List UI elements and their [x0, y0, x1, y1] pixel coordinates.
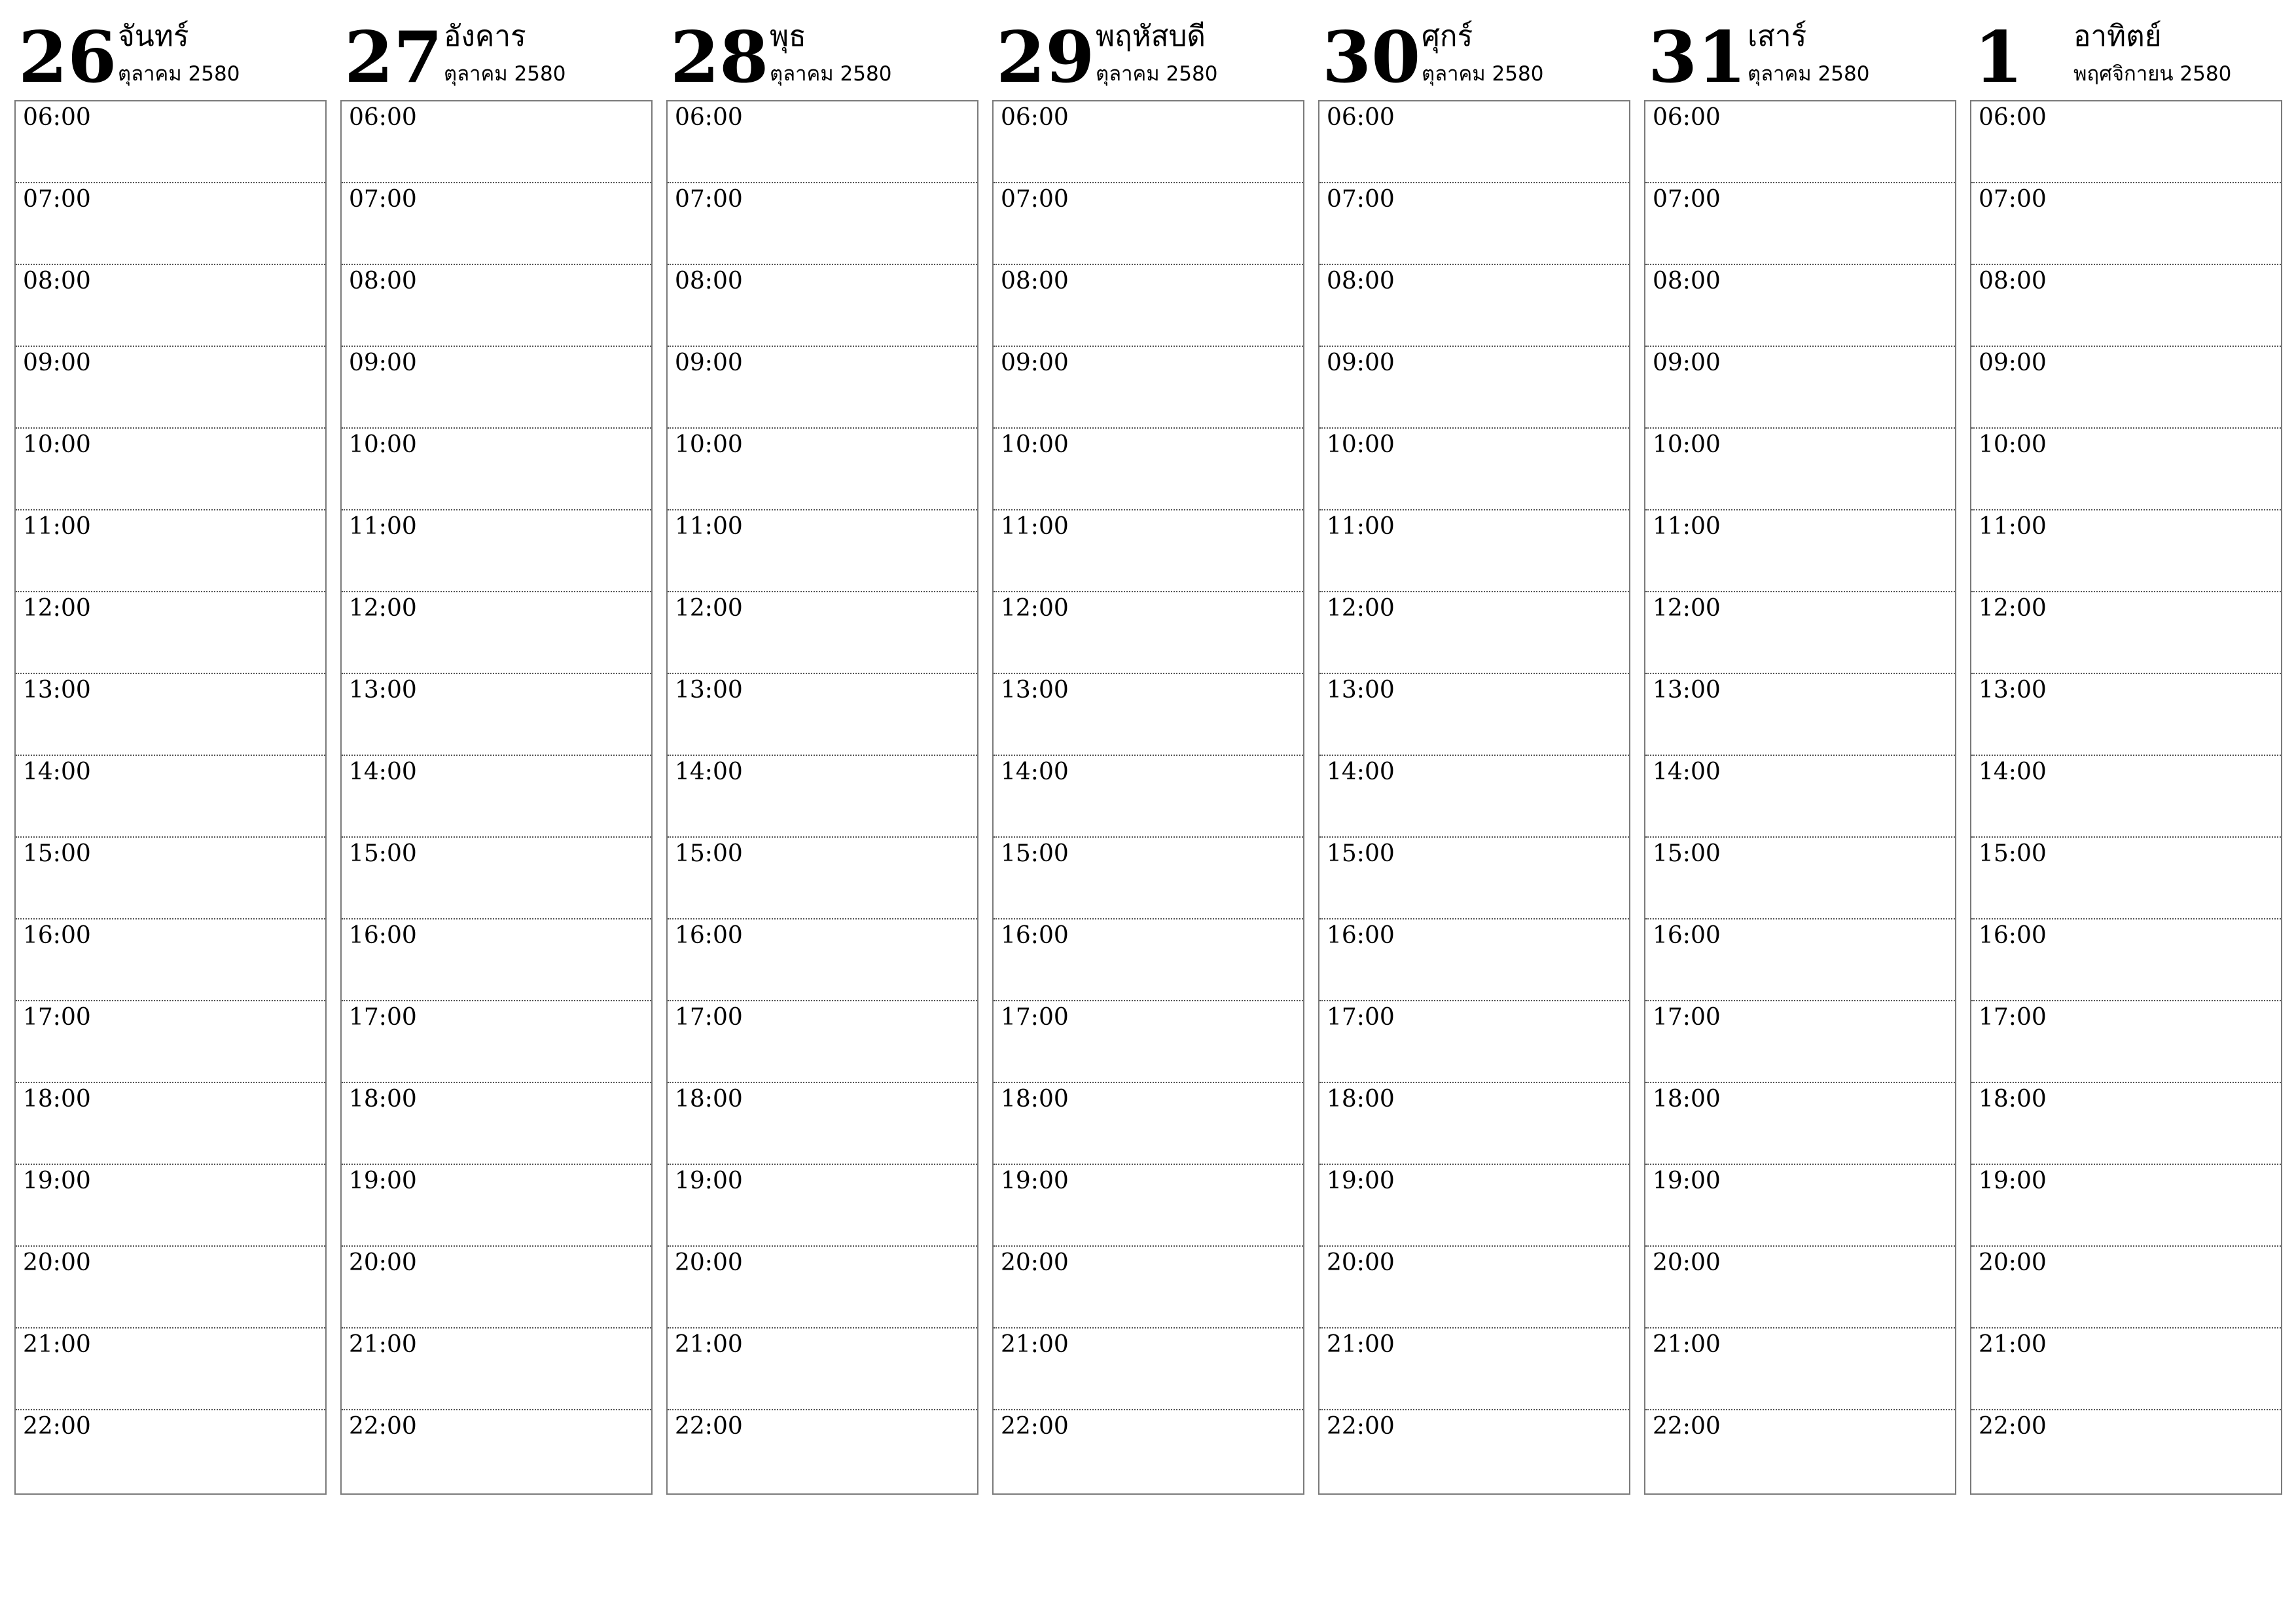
- time-slot[interactable]: [668, 838, 977, 919]
- day-name: เสาร์: [1748, 20, 1807, 53]
- time-slot-label: 22:00: [349, 1413, 417, 1440]
- time-slot[interactable]: [1319, 510, 1629, 592]
- time-slot-label: 18:00: [1653, 1086, 1721, 1113]
- time-slot-label: 09:00: [23, 349, 91, 376]
- time-slot[interactable]: [16, 674, 325, 756]
- time-slot[interactable]: [1319, 1329, 1629, 1410]
- time-slot-label: 13:00: [1979, 677, 2047, 704]
- time-slot[interactable]: [1319, 183, 1629, 265]
- time-slot[interactable]: [342, 1329, 651, 1410]
- time-slot-label: 15:00: [1979, 840, 2047, 867]
- time-slot[interactable]: [342, 919, 651, 1001]
- day-column: [666, 0, 978, 1499]
- time-slot-label: 14:00: [1979, 758, 2047, 785]
- time-slot[interactable]: [342, 1001, 651, 1083]
- day-schedule: [992, 100, 1304, 1495]
- time-slot[interactable]: [668, 1001, 977, 1083]
- time-slot-label: 08:00: [1653, 268, 1721, 294]
- time-slot[interactable]: [668, 265, 977, 347]
- time-slot-label: 11:00: [1979, 513, 2047, 540]
- time-slot-label: 09:00: [1979, 349, 2047, 376]
- day-name: พุธ: [770, 20, 806, 53]
- day-name: จันทร์: [118, 20, 189, 53]
- day-name: พฤหัสบดี: [1096, 20, 1206, 53]
- time-slot[interactable]: [1971, 1410, 2281, 1492]
- time-slot-label: 22:00: [1979, 1413, 2047, 1440]
- time-slot[interactable]: [994, 1247, 1303, 1329]
- time-slot-label: 06:00: [23, 104, 91, 131]
- time-slot[interactable]: [1645, 592, 1955, 674]
- time-slot[interactable]: [1971, 265, 2281, 347]
- time-slot-label: 21:00: [349, 1331, 417, 1358]
- time-slot[interactable]: [1971, 1247, 2281, 1329]
- time-slot[interactable]: [668, 592, 977, 674]
- time-slot[interactable]: [342, 592, 651, 674]
- day-column: [14, 0, 327, 1499]
- time-slot[interactable]: [342, 1165, 651, 1247]
- time-slot-label: 16:00: [675, 922, 743, 949]
- time-slot[interactable]: [342, 1247, 651, 1329]
- time-slot[interactable]: [16, 1083, 325, 1165]
- time-slot-label: 13:00: [1327, 677, 1395, 704]
- time-slot[interactable]: [668, 1083, 977, 1165]
- time-slot[interactable]: [994, 1083, 1303, 1165]
- time-slot-label: 11:00: [1327, 513, 1395, 540]
- time-slot-label: 21:00: [1001, 1331, 1069, 1358]
- day-month-year: ตุลาคม 2580: [1096, 62, 1218, 86]
- time-slot[interactable]: [1971, 1329, 2281, 1410]
- time-slot-label: 06:00: [675, 104, 743, 131]
- time-slot[interactable]: [1319, 592, 1629, 674]
- day-schedule: [14, 100, 327, 1495]
- time-slot[interactable]: [342, 183, 651, 265]
- time-slot[interactable]: [1971, 1001, 2281, 1083]
- time-slot[interactable]: [342, 347, 651, 429]
- time-slot-label: 22:00: [1327, 1413, 1395, 1440]
- time-slot[interactable]: [994, 1001, 1303, 1083]
- time-slot[interactable]: [994, 347, 1303, 429]
- time-slot[interactable]: [342, 674, 651, 756]
- time-slot[interactable]: [16, 1001, 325, 1083]
- time-slot-label: 18:00: [23, 1086, 91, 1113]
- time-slot-label: 14:00: [349, 758, 417, 785]
- time-slot-label: 06:00: [1001, 104, 1069, 131]
- time-slot-label: 18:00: [349, 1086, 417, 1113]
- time-slot-label: 10:00: [349, 431, 417, 458]
- time-slot-label: 21:00: [1653, 1331, 1721, 1358]
- day-month-year: ตุลาคม 2580: [770, 62, 892, 86]
- time-slot[interactable]: [1971, 1083, 2281, 1165]
- time-slot-label: 20:00: [349, 1249, 417, 1276]
- time-slot-label: 08:00: [675, 268, 743, 294]
- time-slot[interactable]: [16, 838, 325, 919]
- time-slot[interactable]: [1971, 101, 2281, 183]
- time-slot-label: 15:00: [349, 840, 417, 867]
- time-slot-label: 14:00: [1327, 758, 1395, 785]
- time-slot-label: 08:00: [1001, 268, 1069, 294]
- time-slot[interactable]: [1319, 1247, 1629, 1329]
- time-slot[interactable]: [1645, 919, 1955, 1001]
- time-slot-label: 21:00: [675, 1331, 743, 1358]
- time-slot-label: 19:00: [23, 1168, 91, 1194]
- time-slot[interactable]: [668, 1247, 977, 1329]
- time-slot-label: 12:00: [1001, 595, 1069, 622]
- time-slot-label: 20:00: [1653, 1249, 1721, 1276]
- time-slot-label: 21:00: [1979, 1331, 2047, 1358]
- time-slot[interactable]: [1971, 756, 2281, 838]
- time-slot[interactable]: [1645, 1165, 1955, 1247]
- time-slot-label: 16:00: [1979, 922, 2047, 949]
- time-slot[interactable]: [16, 429, 325, 510]
- time-slot-label: 17:00: [1979, 1004, 2047, 1031]
- time-slot-label: 06:00: [1979, 104, 2047, 131]
- time-slot-label: 16:00: [349, 922, 417, 949]
- day-column: [992, 0, 1304, 1499]
- time-slot[interactable]: [668, 510, 977, 592]
- time-slot-label: 13:00: [1001, 677, 1069, 704]
- day-column: [1644, 0, 1956, 1499]
- time-slot-label: 18:00: [675, 1086, 743, 1113]
- time-slot[interactable]: [994, 183, 1303, 265]
- time-slot-label: 06:00: [1653, 104, 1721, 131]
- time-slot-label: 13:00: [675, 677, 743, 704]
- time-slot[interactable]: [1319, 919, 1629, 1001]
- time-slot[interactable]: [1645, 101, 1955, 183]
- time-slot[interactable]: [1971, 347, 2281, 429]
- time-slot[interactable]: [1319, 347, 1629, 429]
- time-slot-label: 07:00: [675, 186, 743, 213]
- time-slot[interactable]: [16, 1410, 325, 1492]
- time-slot-label: 17:00: [1327, 1004, 1395, 1031]
- time-slot[interactable]: [1645, 347, 1955, 429]
- day-month-year: ตุลาคม 2580: [118, 62, 240, 86]
- time-slot[interactable]: [994, 1410, 1303, 1492]
- time-slot-label: 08:00: [23, 268, 91, 294]
- time-slot[interactable]: [668, 347, 977, 429]
- time-slot-label: 09:00: [1653, 349, 1721, 376]
- day-schedule: [666, 100, 978, 1495]
- time-slot-label: 10:00: [1653, 431, 1721, 458]
- time-slot[interactable]: [668, 101, 977, 183]
- time-slot-label: 22:00: [23, 1413, 91, 1440]
- time-slot[interactable]: [1319, 265, 1629, 347]
- time-slot-label: 15:00: [1001, 840, 1069, 867]
- time-slot[interactable]: [342, 101, 651, 183]
- time-slot[interactable]: [994, 1165, 1303, 1247]
- time-slot[interactable]: [1319, 674, 1629, 756]
- time-slot[interactable]: [994, 838, 1303, 919]
- time-slot[interactable]: [1319, 101, 1629, 183]
- time-slot-label: 17:00: [349, 1004, 417, 1031]
- time-slot-label: 21:00: [23, 1331, 91, 1358]
- time-slot-label: 15:00: [1327, 840, 1395, 867]
- time-slot-label: 11:00: [1001, 513, 1069, 540]
- time-slot-label: 07:00: [349, 186, 417, 213]
- day-schedule: [1318, 100, 1630, 1495]
- day-header: [1318, 12, 1630, 97]
- time-slot[interactable]: [342, 756, 651, 838]
- time-slot-label: 10:00: [1001, 431, 1069, 458]
- time-slot-label: 07:00: [1001, 186, 1069, 213]
- time-slot[interactable]: [342, 510, 651, 592]
- day-column: [1318, 0, 1630, 1499]
- time-slot[interactable]: [994, 101, 1303, 183]
- time-slot-label: 12:00: [675, 595, 743, 622]
- time-slot-label: 13:00: [23, 677, 91, 704]
- time-slot[interactable]: [16, 1329, 325, 1410]
- time-slot-label: 09:00: [1001, 349, 1069, 376]
- time-slot[interactable]: [994, 265, 1303, 347]
- time-slot[interactable]: [16, 265, 325, 347]
- day-number: 31: [1648, 16, 1747, 99]
- time-slot[interactable]: [1645, 1329, 1955, 1410]
- time-slot-label: 16:00: [23, 922, 91, 949]
- time-slot-label: 20:00: [1979, 1249, 2047, 1276]
- day-number: 30: [1322, 16, 1421, 99]
- time-slot-label: 14:00: [1653, 758, 1721, 785]
- day-number: 29: [996, 16, 1095, 99]
- time-slot[interactable]: [1645, 1001, 1955, 1083]
- time-slot-label: 07:00: [1979, 186, 2047, 213]
- time-slot[interactable]: [1645, 756, 1955, 838]
- time-slot[interactable]: [342, 838, 651, 919]
- time-slot[interactable]: [994, 756, 1303, 838]
- time-slot[interactable]: [16, 183, 325, 265]
- time-slot-label: 18:00: [1001, 1086, 1069, 1113]
- time-slot[interactable]: [16, 1165, 325, 1247]
- time-slot[interactable]: [342, 265, 651, 347]
- time-slot[interactable]: [1645, 1083, 1955, 1165]
- time-slot-label: 13:00: [1653, 677, 1721, 704]
- time-slot[interactable]: [1971, 1165, 2281, 1247]
- day-header: [666, 12, 978, 97]
- time-slot-label: 22:00: [1653, 1413, 1721, 1440]
- time-slot-label: 15:00: [23, 840, 91, 867]
- day-name: อาทิตย์: [2073, 20, 2162, 53]
- time-slot-label: 19:00: [1979, 1168, 2047, 1194]
- day-header: [340, 12, 653, 97]
- time-slot[interactable]: [668, 756, 977, 838]
- time-slot[interactable]: [1645, 429, 1955, 510]
- day-month-year: พฤศจิกายน 2580: [2073, 62, 2232, 86]
- time-slot-label: 16:00: [1653, 922, 1721, 949]
- time-slot[interactable]: [1645, 1410, 1955, 1492]
- day-name: ศุกร์: [1422, 20, 1473, 53]
- time-slot[interactable]: [16, 592, 325, 674]
- time-slot[interactable]: [1971, 674, 2281, 756]
- time-slot[interactable]: [994, 429, 1303, 510]
- day-name: อังคาร: [444, 20, 526, 53]
- time-slot[interactable]: [1645, 674, 1955, 756]
- day-header: [1644, 12, 1956, 97]
- time-slot[interactable]: [342, 429, 651, 510]
- time-slot[interactable]: [1319, 1165, 1629, 1247]
- day-month-year: ตุลาคม 2580: [1422, 62, 1544, 86]
- time-slot[interactable]: [1319, 1083, 1629, 1165]
- time-slot[interactable]: [1319, 1001, 1629, 1083]
- time-slot-label: 17:00: [1653, 1004, 1721, 1031]
- time-slot-label: 14:00: [675, 758, 743, 785]
- time-slot-label: 16:00: [1327, 922, 1395, 949]
- time-slot[interactable]: [1971, 429, 2281, 510]
- time-slot[interactable]: [1971, 592, 2281, 674]
- time-slot[interactable]: [1319, 429, 1629, 510]
- day-number: 28: [670, 16, 769, 99]
- time-slot-label: 18:00: [1979, 1086, 2047, 1113]
- time-slot[interactable]: [1319, 838, 1629, 919]
- time-slot-label: 11:00: [675, 513, 743, 540]
- day-schedule: [1644, 100, 1956, 1495]
- time-slot-label: 07:00: [1327, 186, 1395, 213]
- time-slot[interactable]: [994, 592, 1303, 674]
- time-slot-label: 11:00: [1653, 513, 1721, 540]
- day-number: 1: [1974, 16, 2024, 99]
- time-slot-label: 19:00: [349, 1168, 417, 1194]
- time-slot[interactable]: [1971, 919, 2281, 1001]
- time-slot[interactable]: [16, 347, 325, 429]
- time-slot-label: 06:00: [349, 104, 417, 131]
- time-slot-label: 07:00: [1653, 186, 1721, 213]
- time-slot[interactable]: [668, 919, 977, 1001]
- time-slot-label: 10:00: [1327, 431, 1395, 458]
- time-slot[interactable]: [1319, 1410, 1629, 1492]
- time-slot[interactable]: [994, 674, 1303, 756]
- time-slot[interactable]: [16, 510, 325, 592]
- time-slot-label: 20:00: [675, 1249, 743, 1276]
- time-slot-label: 10:00: [23, 431, 91, 458]
- time-slot-label: 12:00: [349, 595, 417, 622]
- time-slot-label: 08:00: [1979, 268, 2047, 294]
- time-slot[interactable]: [1971, 838, 2281, 919]
- day-header: [992, 12, 1304, 97]
- time-slot[interactable]: [1645, 1247, 1955, 1329]
- time-slot-label: 22:00: [675, 1413, 743, 1440]
- time-slot-label: 22:00: [1001, 1413, 1069, 1440]
- time-slot-label: 16:00: [1001, 922, 1069, 949]
- time-slot[interactable]: [342, 1410, 651, 1492]
- time-slot-label: 09:00: [675, 349, 743, 376]
- day-column: [340, 0, 653, 1499]
- time-slot[interactable]: [1971, 183, 2281, 265]
- time-slot[interactable]: [1319, 756, 1629, 838]
- time-slot-label: 15:00: [675, 840, 743, 867]
- day-header: [1970, 12, 2282, 97]
- time-slot[interactable]: [16, 756, 325, 838]
- time-slot[interactable]: [16, 919, 325, 1001]
- time-slot-label: 20:00: [23, 1249, 91, 1276]
- time-slot[interactable]: [1645, 183, 1955, 265]
- time-slot-label: 19:00: [1001, 1168, 1069, 1194]
- time-slot[interactable]: [668, 674, 977, 756]
- time-slot[interactable]: [1645, 510, 1955, 592]
- time-slot-label: 11:00: [23, 513, 91, 540]
- time-slot-label: 20:00: [1327, 1249, 1395, 1276]
- time-slot-label: 17:00: [675, 1004, 743, 1031]
- time-slot-label: 09:00: [1327, 349, 1395, 376]
- time-slot[interactable]: [994, 510, 1303, 592]
- time-slot-label: 11:00: [349, 513, 417, 540]
- time-slot-label: 15:00: [1653, 840, 1721, 867]
- time-slot[interactable]: [16, 1247, 325, 1329]
- time-slot-label: 10:00: [675, 431, 743, 458]
- day-schedule: [340, 100, 653, 1495]
- time-slot-label: 10:00: [1979, 431, 2047, 458]
- time-slot-label: 18:00: [1327, 1086, 1395, 1113]
- time-slot-label: 17:00: [23, 1004, 91, 1031]
- time-slot-label: 12:00: [1327, 595, 1395, 622]
- time-slot[interactable]: [668, 1165, 977, 1247]
- time-slot[interactable]: [668, 429, 977, 510]
- day-month-year: ตุลาคม 2580: [444, 62, 566, 86]
- time-slot-label: 20:00: [1001, 1249, 1069, 1276]
- time-slot[interactable]: [994, 1329, 1303, 1410]
- time-slot[interactable]: [1645, 838, 1955, 919]
- time-slot[interactable]: [342, 1083, 651, 1165]
- time-slot[interactable]: [994, 919, 1303, 1001]
- time-slot[interactable]: [668, 1329, 977, 1410]
- time-slot-label: 12:00: [23, 595, 91, 622]
- time-slot-label: 08:00: [1327, 268, 1395, 294]
- time-slot-label: 14:00: [1001, 758, 1069, 785]
- time-slot-label: 21:00: [1327, 1331, 1395, 1358]
- day-number: 27: [344, 16, 443, 99]
- time-slot-label: 19:00: [1327, 1168, 1395, 1194]
- time-slot-label: 17:00: [1001, 1004, 1069, 1031]
- time-slot-label: 13:00: [349, 677, 417, 704]
- time-slot[interactable]: [1645, 265, 1955, 347]
- time-slot[interactable]: [668, 183, 977, 265]
- time-slot-label: 09:00: [349, 349, 417, 376]
- day-column: [1970, 0, 2282, 1499]
- time-slot-label: 07:00: [23, 186, 91, 213]
- day-schedule: [1970, 100, 2282, 1495]
- time-slot-label: 12:00: [1653, 595, 1721, 622]
- time-slot-label: 19:00: [1653, 1168, 1721, 1194]
- time-slot-label: 14:00: [23, 758, 91, 785]
- time-slot[interactable]: [1971, 510, 2281, 592]
- time-slot-label: 08:00: [349, 268, 417, 294]
- day-number: 26: [18, 16, 117, 99]
- time-slot-label: 12:00: [1979, 595, 2047, 622]
- time-slot-label: 06:00: [1327, 104, 1395, 131]
- day-month-year: ตุลาคม 2580: [1748, 62, 1870, 86]
- day-header: [14, 12, 327, 97]
- time-slot-label: 19:00: [675, 1168, 743, 1194]
- time-slot[interactable]: [16, 101, 325, 183]
- time-slot[interactable]: [668, 1410, 977, 1492]
